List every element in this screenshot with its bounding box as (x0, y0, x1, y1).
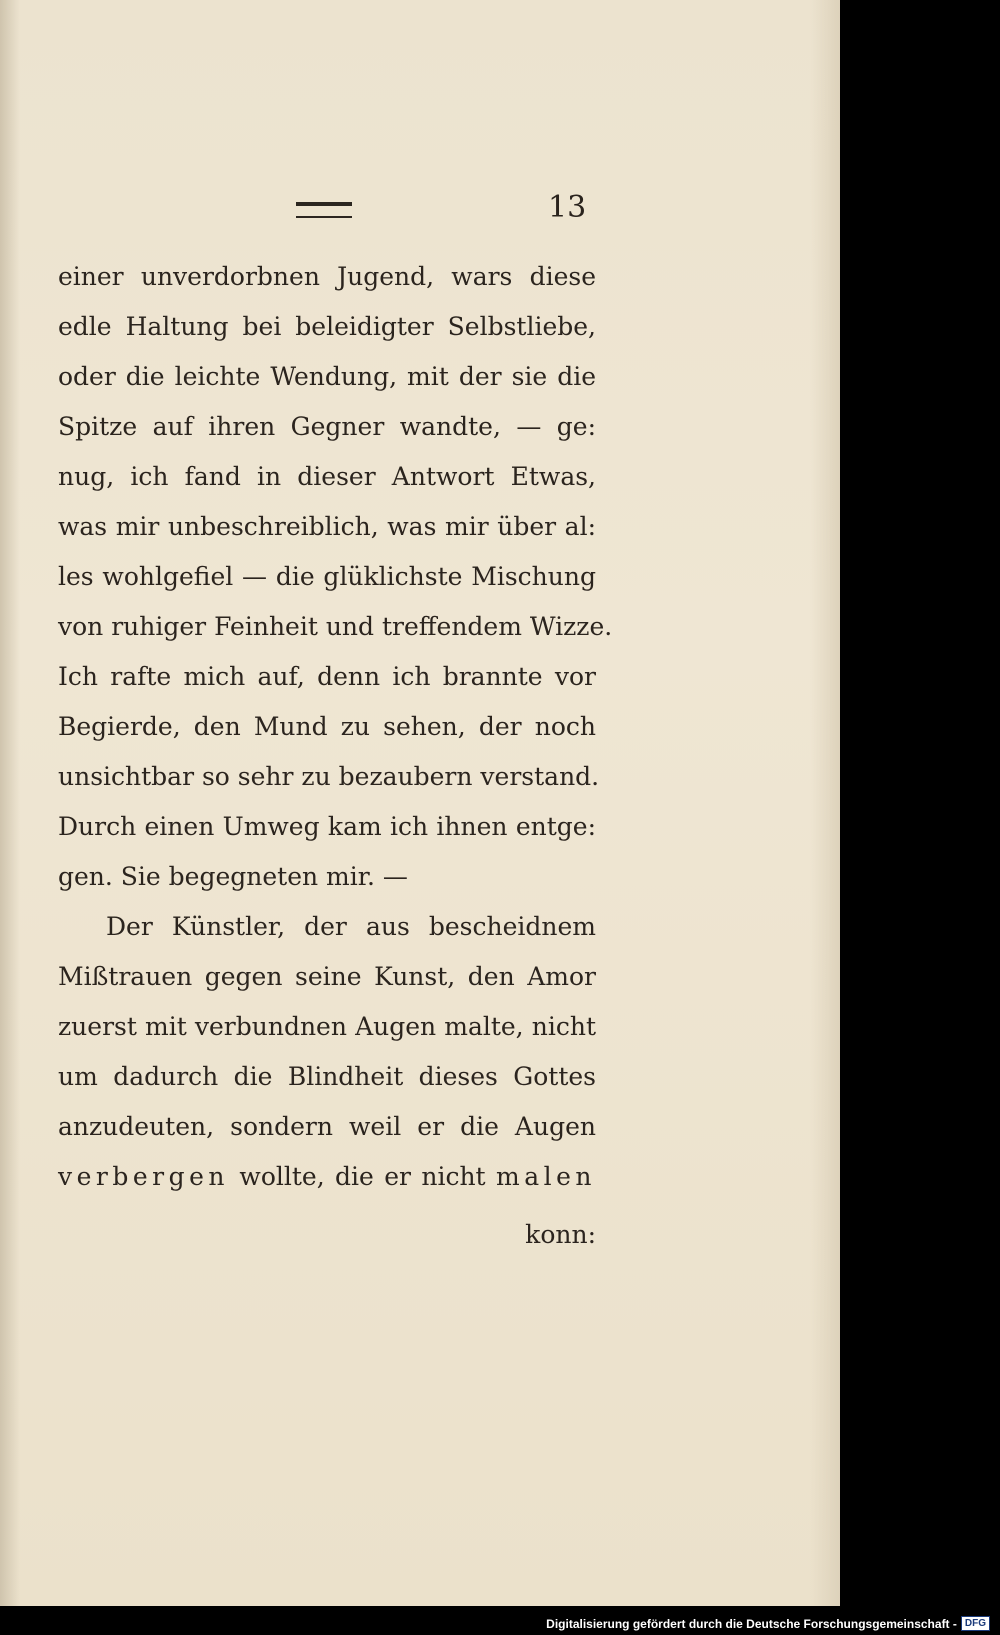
spaced-word: malen (495, 1162, 596, 1191)
body-text (58, 252, 613, 1202)
text-line: Spitze auf ihren Gegner wandte, — ge: (58, 412, 596, 441)
text-line: Ich rafte mich auf, denn ich brannte vor (58, 662, 596, 691)
text-line: zuerst mit verbundnen Augen malte, nicht (58, 1012, 596, 1041)
text-line: Mißtrauen gegen seine Kunst, den Amor (58, 962, 596, 991)
page-number: 13 (548, 190, 587, 225)
paragraph-2 (58, 902, 596, 1202)
paragraph-1 (58, 252, 613, 902)
text-line: gen. Sie begegneten mir. — (58, 862, 408, 891)
text-line: Durch einen Umweg kam ich ihnen entge: (58, 812, 596, 841)
text-line: edle Haltung bei beleidigter Selbstliebe, (58, 312, 596, 341)
text-line: Der Künstler, der aus bescheidnem (106, 912, 596, 941)
text-line: was mir unbeschreiblich, was mir über al: (58, 512, 596, 541)
text-line: nug, ich fand in dieser Antwort Etwas, (58, 462, 596, 491)
text-line: Begierde, den Mund zu sehen, der noch (58, 712, 596, 741)
text-line: von ruhiger Feinheit und treffendem Wizze. (58, 612, 613, 641)
spaced-word: verbergen (58, 1162, 230, 1191)
credit-text: Digitalisierung gefördert durch die Deutsche Forschungsgemeinschaft - (546, 1616, 957, 1631)
text-line: einer unverdorbnen Jugend, wars diese (58, 262, 596, 291)
text-line: um dadurch die Blindheit dieses Gottes (58, 1062, 596, 1091)
text-line: oder die leichte Wendung, mit der sie die (58, 362, 596, 391)
digitization-credit (546, 1616, 990, 1631)
catchword: konn: (525, 1220, 596, 1249)
header-rule (296, 202, 352, 218)
page-gutter-shadow (0, 0, 20, 1606)
page-edge-shadow (810, 0, 840, 1606)
text-line: unsichtbar so sehr zu bezaubern verstand. (58, 762, 600, 791)
text-line-emphasis (58, 1152, 596, 1202)
text-line: anzudeuten, sondern weil er die Augen (58, 1112, 596, 1141)
text-line: les wohlgefiel — die glüklichste Mischung (58, 562, 596, 591)
dfg-logo: DFG (961, 1616, 990, 1631)
text-fragment: wollte, die er nicht (229, 1162, 496, 1191)
